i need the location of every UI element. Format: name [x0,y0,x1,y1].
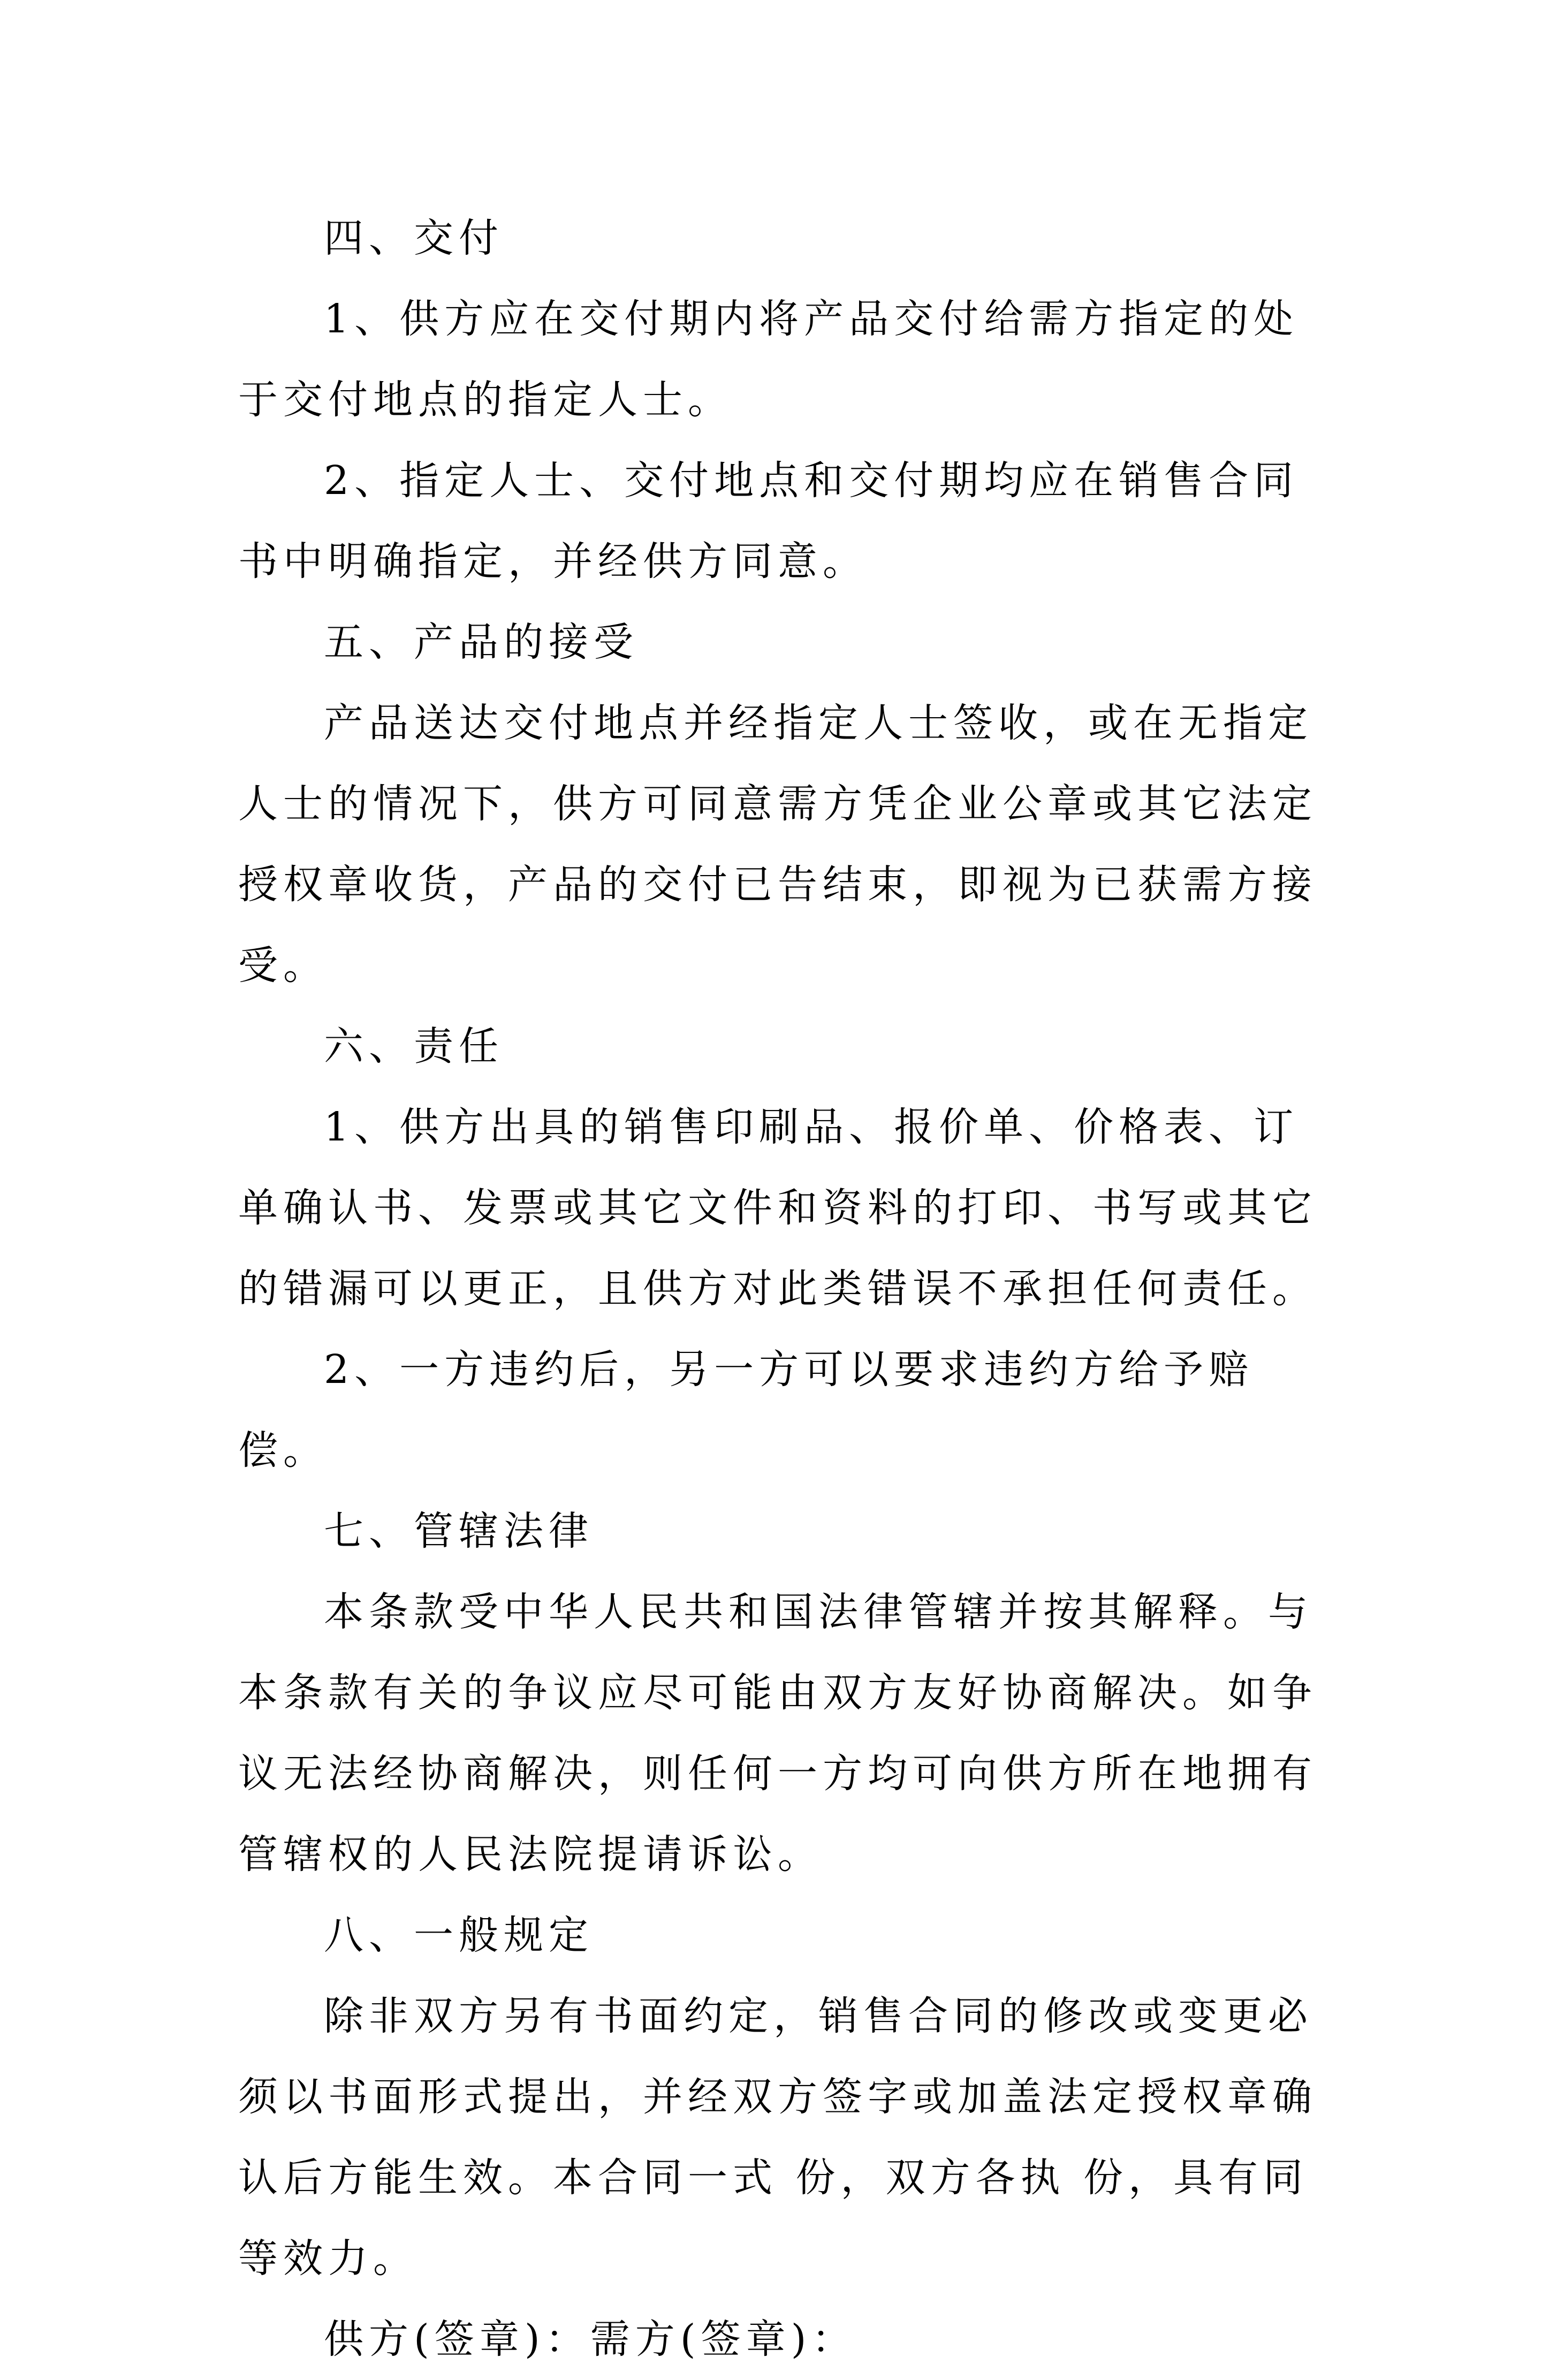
paragraph-liability-2: 2、一方违约后，另一方可以要求违约方给予赔偿。 [238,1347,1254,1473]
paragraph-acceptance: 产品送达交付地点并经指定人士签收，或在无指定人士的情况下，供方可同意需方凭企业公章或其它法定授权章收货，产品的交付已告结束，即视为已获需方接受。 [238,700,1317,989]
paragraph-liability-1: 1、供方出具的销售印刷品、报价单、价格表、订单确认书、发票或其它文件和资料的打印、书写或其它的错漏可以更正，且供方对此类错误不承担任何责任。 [238,1104,1317,1312]
section-heading-delivery: 四、交付 [324,215,504,261]
section-heading-acceptance: 五、产品的接受 [324,619,639,665]
document-body [238,198,1325,2380]
section-heading-liability: 六、责任 [324,1023,504,1069]
paragraph-delivery-2: 2、指定人士、交付地点和交付期均应在销售合同书中明确指定，并经供方同意。 [238,458,1299,584]
signature-line: 供方(签章)：需方(签章)： [324,2316,857,2362]
paragraph-general-provisions: 除非双方另有书面约定，销售合同的修改或变更必须以书面形式提出，并经双方签字或加盖法定授权章确认后方能生效。本合同一式 份，双方各执 份，具有同等效力。 [238,1993,1317,2282]
section-heading-general-provisions: 八、一般规定 [324,1912,594,1958]
section-heading-governing-law: 七、管辖法律 [324,1508,594,1554]
paragraph-governing-law: 本条款受中华人民共和国法律管辖并按其解释。与本条款有关的争议应尽可能由双方友好协商解决。如争议无法经协商解决，则任何一方均可向供方所在地拥有管辖权的人民法院提请诉讼。 [238,1589,1317,1877]
paragraph-delivery-1: 1、供方应在交付期内将产品交付给需方指定的处于交付地点的指定人士。 [238,296,1299,423]
